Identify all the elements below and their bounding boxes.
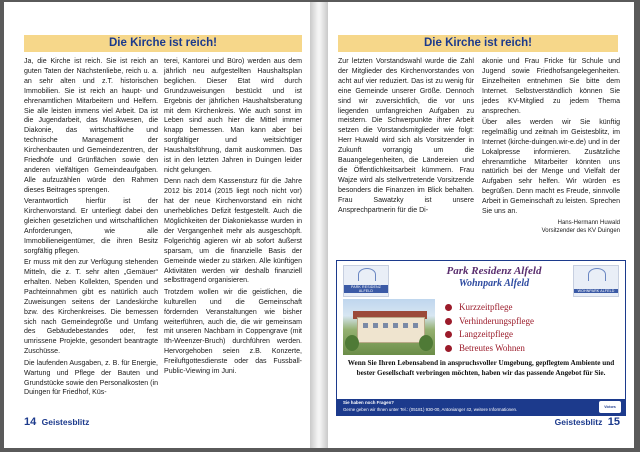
paragraph: Verantwortlich hierfür ist der Kirchenvorstand. Er unterliegt dabei den gleichen gesetzlichen und wirtschaftlichen Anforderungen, wie alle Immobilieneigentümer, die ihren Besitz sorgfältig pflegen. — [24, 198, 158, 255]
right-column-1 — [338, 57, 474, 217]
ad-subtitle: Wohnpark Alfeld — [458, 278, 530, 289]
house-icon — [358, 268, 376, 281]
paragraph: Ja, die Kirche ist reich. Sie ist reich an guten Taten der Nächstenliebe, reich u. a. an sehr alten und z.T. historischen Immobilien. Sie ist reich an haupt- und ehrenamtlichen Mitarbeitern und Helfern. Sie alle leisten immens viel Arbeit. Da ist die Jugendarbeit, das Musikwesen, die Diakonie, das wirtschaftliche und technische Management der Kirchenbauten und Gemeindezentren, der Friedhöfe und Grünflächen sowie den anderen vielfältigen Gemeindeaufgaben. Alle aufzuzählen würde den Rahmen dieses Beitrages sprengen. — [24, 58, 158, 194]
paragraph: akonie und Frau Fricke für Schule und Jugend sowie Friedhofsangelegenheiten. Einzelheiten entnehmen Sie bitte dem Internet. Selbstverständlich können Sie jedes KV-Mitglied zu jedem Thema ansprechen. — [482, 58, 620, 115]
paragraph: Er muss mit den zur Verfügung stehenden Mitteln, die z. T. sehr alten „Gemäuer“ erhalten. Neben Kollekten, Spenden und Pachteinnahmen gibt es natürlich auch Zuweisungen seitens der Landeskirche bzw. des Kirchenkreises. Die bemessen sich nach Gemeindegröße und Umfang des Gebäudebestandes oder, fest umrissene Projekte, gesondert beantragte Zuschüsse. — [24, 259, 158, 356]
logo-right-text: WOHNPARK ALFELD — [574, 289, 618, 293]
ad-contact-bar — [337, 399, 625, 415]
left-footer — [24, 416, 89, 428]
signature-name: Hans-Hermann Huwald — [557, 220, 620, 226]
left-column-1 — [24, 57, 158, 400]
bullet-icon — [445, 331, 452, 338]
left-column-2 — [164, 57, 302, 379]
house-icon — [588, 268, 606, 281]
left-page — [4, 2, 310, 448]
ad-title: Park Residenz Alfeld — [446, 265, 542, 277]
bullet-icon — [445, 318, 452, 325]
page-number: 14 — [24, 416, 37, 428]
paragraph: Trotzdem wollen wir die geistlichen, die kulturellen und die Gemeinschaft fördernden Veranstaltungen wie bisher weiterführen, auch die, die wir gemeinsam mit unseren Nachbarn in Coppengrave (mit Ith-Weenzer-Bruch) durchführen werden. Hervorgehoben seien z.B. Konzerte, Freiluftgottesdienste oder das Fussball-Public-Viewing im Juni. — [164, 288, 302, 376]
right-page — [328, 2, 634, 448]
victors-logo: Victors — [599, 401, 621, 413]
wohnpark-logo — [573, 265, 619, 297]
right-footer — [555, 416, 620, 428]
right-column-2 — [482, 57, 620, 235]
magazine-name: Geistesblitz — [41, 417, 90, 427]
paragraph: Zur letzten Vorstandswahl wurde die Zahl der Mitglieder des Kirchenvorstandes von acht auf vier reduziert. Das ist zu wenig für eine Gemeinde unserer Größe. Dennoch sind wir zuversichtlich, die vor uns liegenden umfangreichen Aufgaben zu meistern. Die Schwerpunkte ihrer Arbeit setzen die Vorstandsmitglieder wie folgt: Herr Huwald wird sich als Vorsitzender in Zukunft vorrangig um die Bauangelegenheiten, die Ländereien und die Öffentlichkeitsarbeit kümmern. Frau Wajze wird als stellvertretende Vorsitzende besonders die Finanzen im Blick behalten. Frau Sawatzky ist unsere Ansprechpartnerin für die Di- — [338, 58, 474, 214]
signature — [482, 219, 620, 235]
page-number: 15 — [607, 416, 620, 428]
magazine-name: Geistesblitz — [554, 417, 603, 427]
bullet-icon — [445, 345, 452, 352]
services-list — [445, 301, 615, 355]
ad-main-text: Wenn Sie Ihren Lebensabend in anspruchsvoller Umgebung, gepflegtem Ambiente und bester Gesellschaft verbringen möchten, haben wir das passende Angebot für Sie. — [347, 359, 615, 377]
paragraph: Über alles werden wir Sie künftig regelmäßig und zeitnah im Geistesblitz, im Internet (kirche-duingen.wir-e.de) und in der Lokalpresse informieren. Zusätzliche ehrenamtliche Mitarbeiter könnten uns natürlich bei der Menge und Vielfalt der Aufgaben sehr helfen. Wir würden es begrüßen. Denn macht es Freude, sinnvolle Arbeit in Gemeinschaft zu leisten. Sprechen Sie uns an. — [482, 118, 620, 216]
logo-left-text: PARK RESIDENZ ALFELD — [344, 285, 388, 293]
service-item: Verhinderungspflege — [445, 315, 615, 329]
bullet-icon — [445, 304, 452, 311]
signature-role: Vorsitzender des KV Duingen — [541, 228, 620, 234]
service-item: Kurzzeitpflege — [445, 301, 615, 315]
service-item: Betreutes Wohnen — [445, 342, 615, 356]
contact-details: Gerne geben wir Ihnen unter Tel.: (05181) 930-00, Antonianger 42, weitere Informationen. — [343, 407, 518, 412]
service-item: Langzeitpflege — [445, 328, 615, 342]
paragraph: Denn nach dem Kassensturz für die Jahre 2012 bis 2014 (2015 liegt noch nicht vor) hat der neue Kirchenvorstand ein nicht unerhebliches Defizit festgestellt. Auch die Möglichkeiten der Diakoniekasse wurden in der Vergangenheit mehr als ausgeschöpft. Folgerichtig agieren wir ab sofort äußerst sparsam, um die finanzielle Basis der Gemeinde wieder zu stärken. Alle künftigen Aktivitäten werden wir deshalb finanziell selbsttragend organisieren. — [164, 178, 302, 285]
right-headline: Die Kirche ist reich! — [338, 35, 618, 52]
park-residenz-logo — [343, 265, 389, 297]
residence-photo — [343, 299, 435, 355]
paragraph: terei, Kantorei und Büro) werden aus dem jährlich neu aufgestellten Haushaltsplan beglichen. Dieser Etat wird durch Grundzuweisungen bestückt und ist Ergebnis der jährlichen Haushaltsberatung mit dem Kirchenkreis. Wie auch sonst im Leben sind auch hier die Mittel immer knapp bemessen. Man kann aber bei sorgfältiger und weitsichtiger Haushaltsführung, damit auskommen. Das ist in den letzten Jahren in Duingen leider nicht gelungen. — [164, 58, 302, 174]
advertisement[interactable] — [336, 260, 626, 416]
contact-question: Sie haben noch Fragen? — [343, 400, 394, 405]
paragraph: Die laufenden Ausgaben, z. B. für Energie, Wartung und Pflege der Bauten und Grundstücke sowie den Personalkosten (in Duingen für Friedhof, Küs- — [24, 359, 158, 397]
left-headline: Die Kirche ist reich! — [24, 35, 302, 52]
page-gutter — [310, 2, 328, 448]
